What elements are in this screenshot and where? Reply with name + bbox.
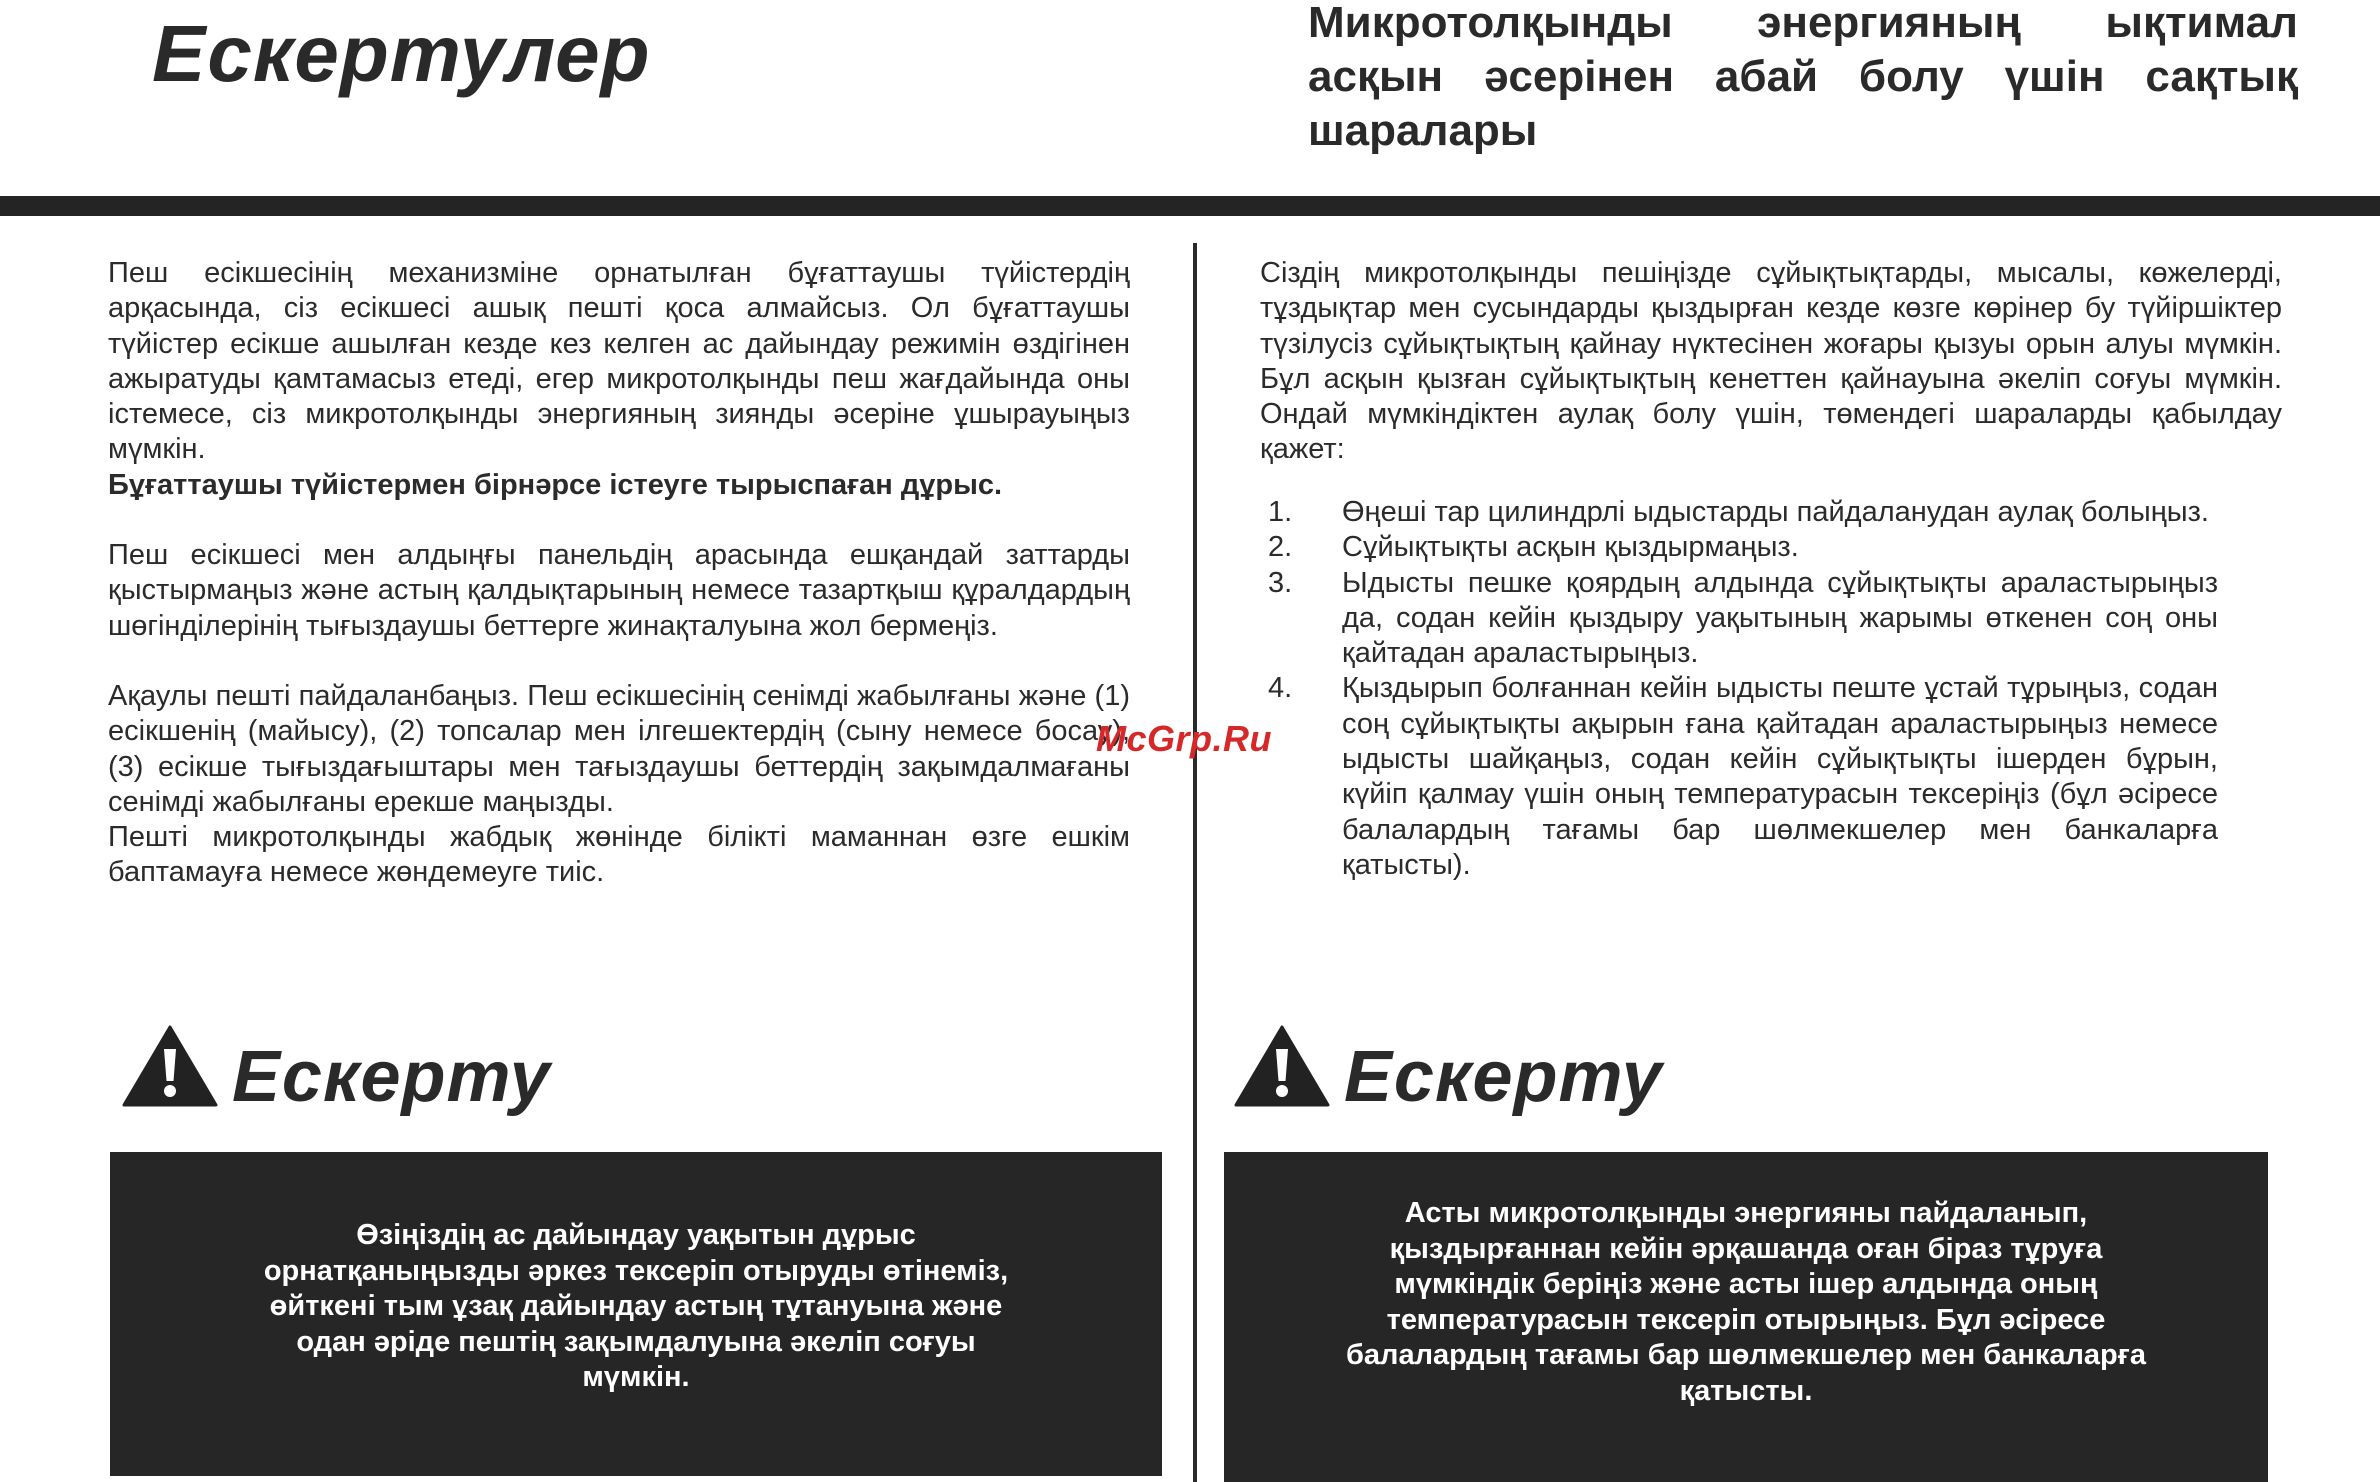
- list-item: [1262, 566, 2218, 672]
- paragraph-damaged-oven: Ақаулы пешті пайдаланбаңыз. Пеш есікшесінің сенімді жабылғаны және (1) есікшенің (майысу), (2) топсалар мен ілгешектердің (сыну немесе босау), (3) есікше тығыздағыштары мен тағыздаушы беттердің зақымдалмағаны сенімді жабылғаны ерекше маңызды.: [108, 679, 1130, 818]
- paragraph-interlock-warning: Бұғаттаушы түйістермен бірнәрсе істеуге тырыспаған дұрыс.: [108, 468, 1003, 501]
- warning-heading-right: [1234, 1014, 1663, 1118]
- list-item: [1262, 530, 2218, 565]
- paragraph-superheating-intro: Сіздің микротолқынды пешіңізде сұйықтықтарды, мысалы, көжелерді, тұздықтар мен сусындарды қыздырған кезде көзге көрінер бу түйіршіктер түзілусіз сұйықтықтың қайнау нүктесінен жоғары қызуы орын алуы мүмкін. Бұл асқын қызған сұйықтықтың кенеттен қайнауына әкеліп соғуы мүмкін. Ондай мүмкіндіктен аулақ болу үшін, төмендегі шараларды қабылдау қажет:: [1260, 257, 2282, 466]
- list-item-number: 4.: [1268, 672, 1293, 705]
- warning-heading-left: [122, 1014, 551, 1118]
- right-column: [1260, 256, 2282, 468]
- paragraph-service: Пешті микротолқынды жабдық жөнінде білікті маманнан өзге ешкім баптамауға немесе жөндемеуге тиіс.: [108, 821, 1130, 889]
- list-item-text: Өңеші тар цилиндрлі ыдыстарды пайдаланудан аулақ болыңыз.: [1342, 496, 2209, 528]
- watermark-text: McGrp.Ru: [1096, 718, 1273, 759]
- warning-title-left: Ескерту: [232, 1037, 551, 1117]
- list-item: [1262, 495, 2218, 530]
- warning-text-left: Өзіңіздің ас дайындау уақытын дұрыс орнатқаныңызды әркез тексеріп отыруды өтінеміз, өйткені тым ұзақ дайындау астың тұтануына және одан әріде пештің зақымдалуына әкеліп соғуы мүмкін.: [263, 1219, 1009, 1393]
- list-item-text: Ыдысты пешке қоярдың алдында сұйықтықты араластырыңыз да, содан кейін қыздыру уақытының жарымы өткенен соң оны қайтадан араластырыңыз.: [1342, 566, 2218, 670]
- list-item-number: 2.: [1268, 531, 1293, 564]
- warning-triangle-icon: [1234, 1025, 1330, 1107]
- paragraph-interlock: Пеш есікшесінің механизміне орнатылған бұғаттаушы түйістердің арқасында, сіз есікшесі ашық пешті қоса алмайсыз. Ол бұғаттаушы түйістер есікше ашылған кезде кез келген ас дайындау режимін өздігінен ажыратуды қамтамасыз етеді, егер микротолқынды пеш жағдайында оны істемесе, сіз микротолқынды энергияның зиянды әсеріне ұшырауыңыз мүмкін.: [108, 257, 1130, 466]
- list-item-number: 1.: [1268, 496, 1293, 528]
- warning-title-right: Ескерту: [1344, 1037, 1663, 1117]
- warning-text-right: Асты микротолқынды энергияны пайдаланып, қыздырғаннан кейін әрқашанда оған біраз тұруға мүмкіндік беріңіз және асты ішер алдында оның температурасын тексеріп отырыңыз. Бұл әсіресе балалардың тағамы бар шөлмекшелер мен банкаларға қатысты.: [1346, 1197, 2146, 1407]
- precaution-list: [1262, 495, 2218, 883]
- list-item-text: Қыздырып болғаннан кейін ыдысты пеште ұстай тұрыңыз, содан соң сұйықтықты ақырын ғана қайтадан араластырыңыз немесе ыдысты шайқаңыз, содан кейін сұйықтықты ішерден бұрын, күйіп қалмау үшін оның температурасын тексеріңіз (бұл әсіресе балалардың тағамы бар шөлмекшелер мен банкаларға қатысты).: [1342, 672, 2218, 881]
- left-column: [108, 256, 1130, 891]
- page-title: Ескертулер: [152, 9, 651, 98]
- list-item: [1262, 671, 2218, 883]
- warning-box-standing-time: [1224, 1152, 2268, 1482]
- paragraph-door-seal: Пеш есікшесі мен алдыңғы панельдің арасында ешқандай заттарды қыстырмаңыз және астың қалдықтарының немесе тазартқыш құралдардың шөгінділерінің тығыздаушы беттерге жинақталуына жол бермеңіз.: [108, 539, 1130, 642]
- list-item-number: 3.: [1268, 566, 1293, 599]
- list-item-text: Сұйықтықты асқын қыздырмаңыз.: [1342, 531, 1799, 564]
- warning-box-cooking-time: [110, 1152, 1162, 1476]
- header-rule: [0, 196, 2380, 216]
- column-divider: [1193, 243, 1197, 1482]
- section-subtitle: Микротолқынды энергияның ықтимал асқын әсерінен абай болу үшін сақтық шаралары: [1308, 0, 2298, 155]
- warning-triangle-icon: [122, 1025, 218, 1107]
